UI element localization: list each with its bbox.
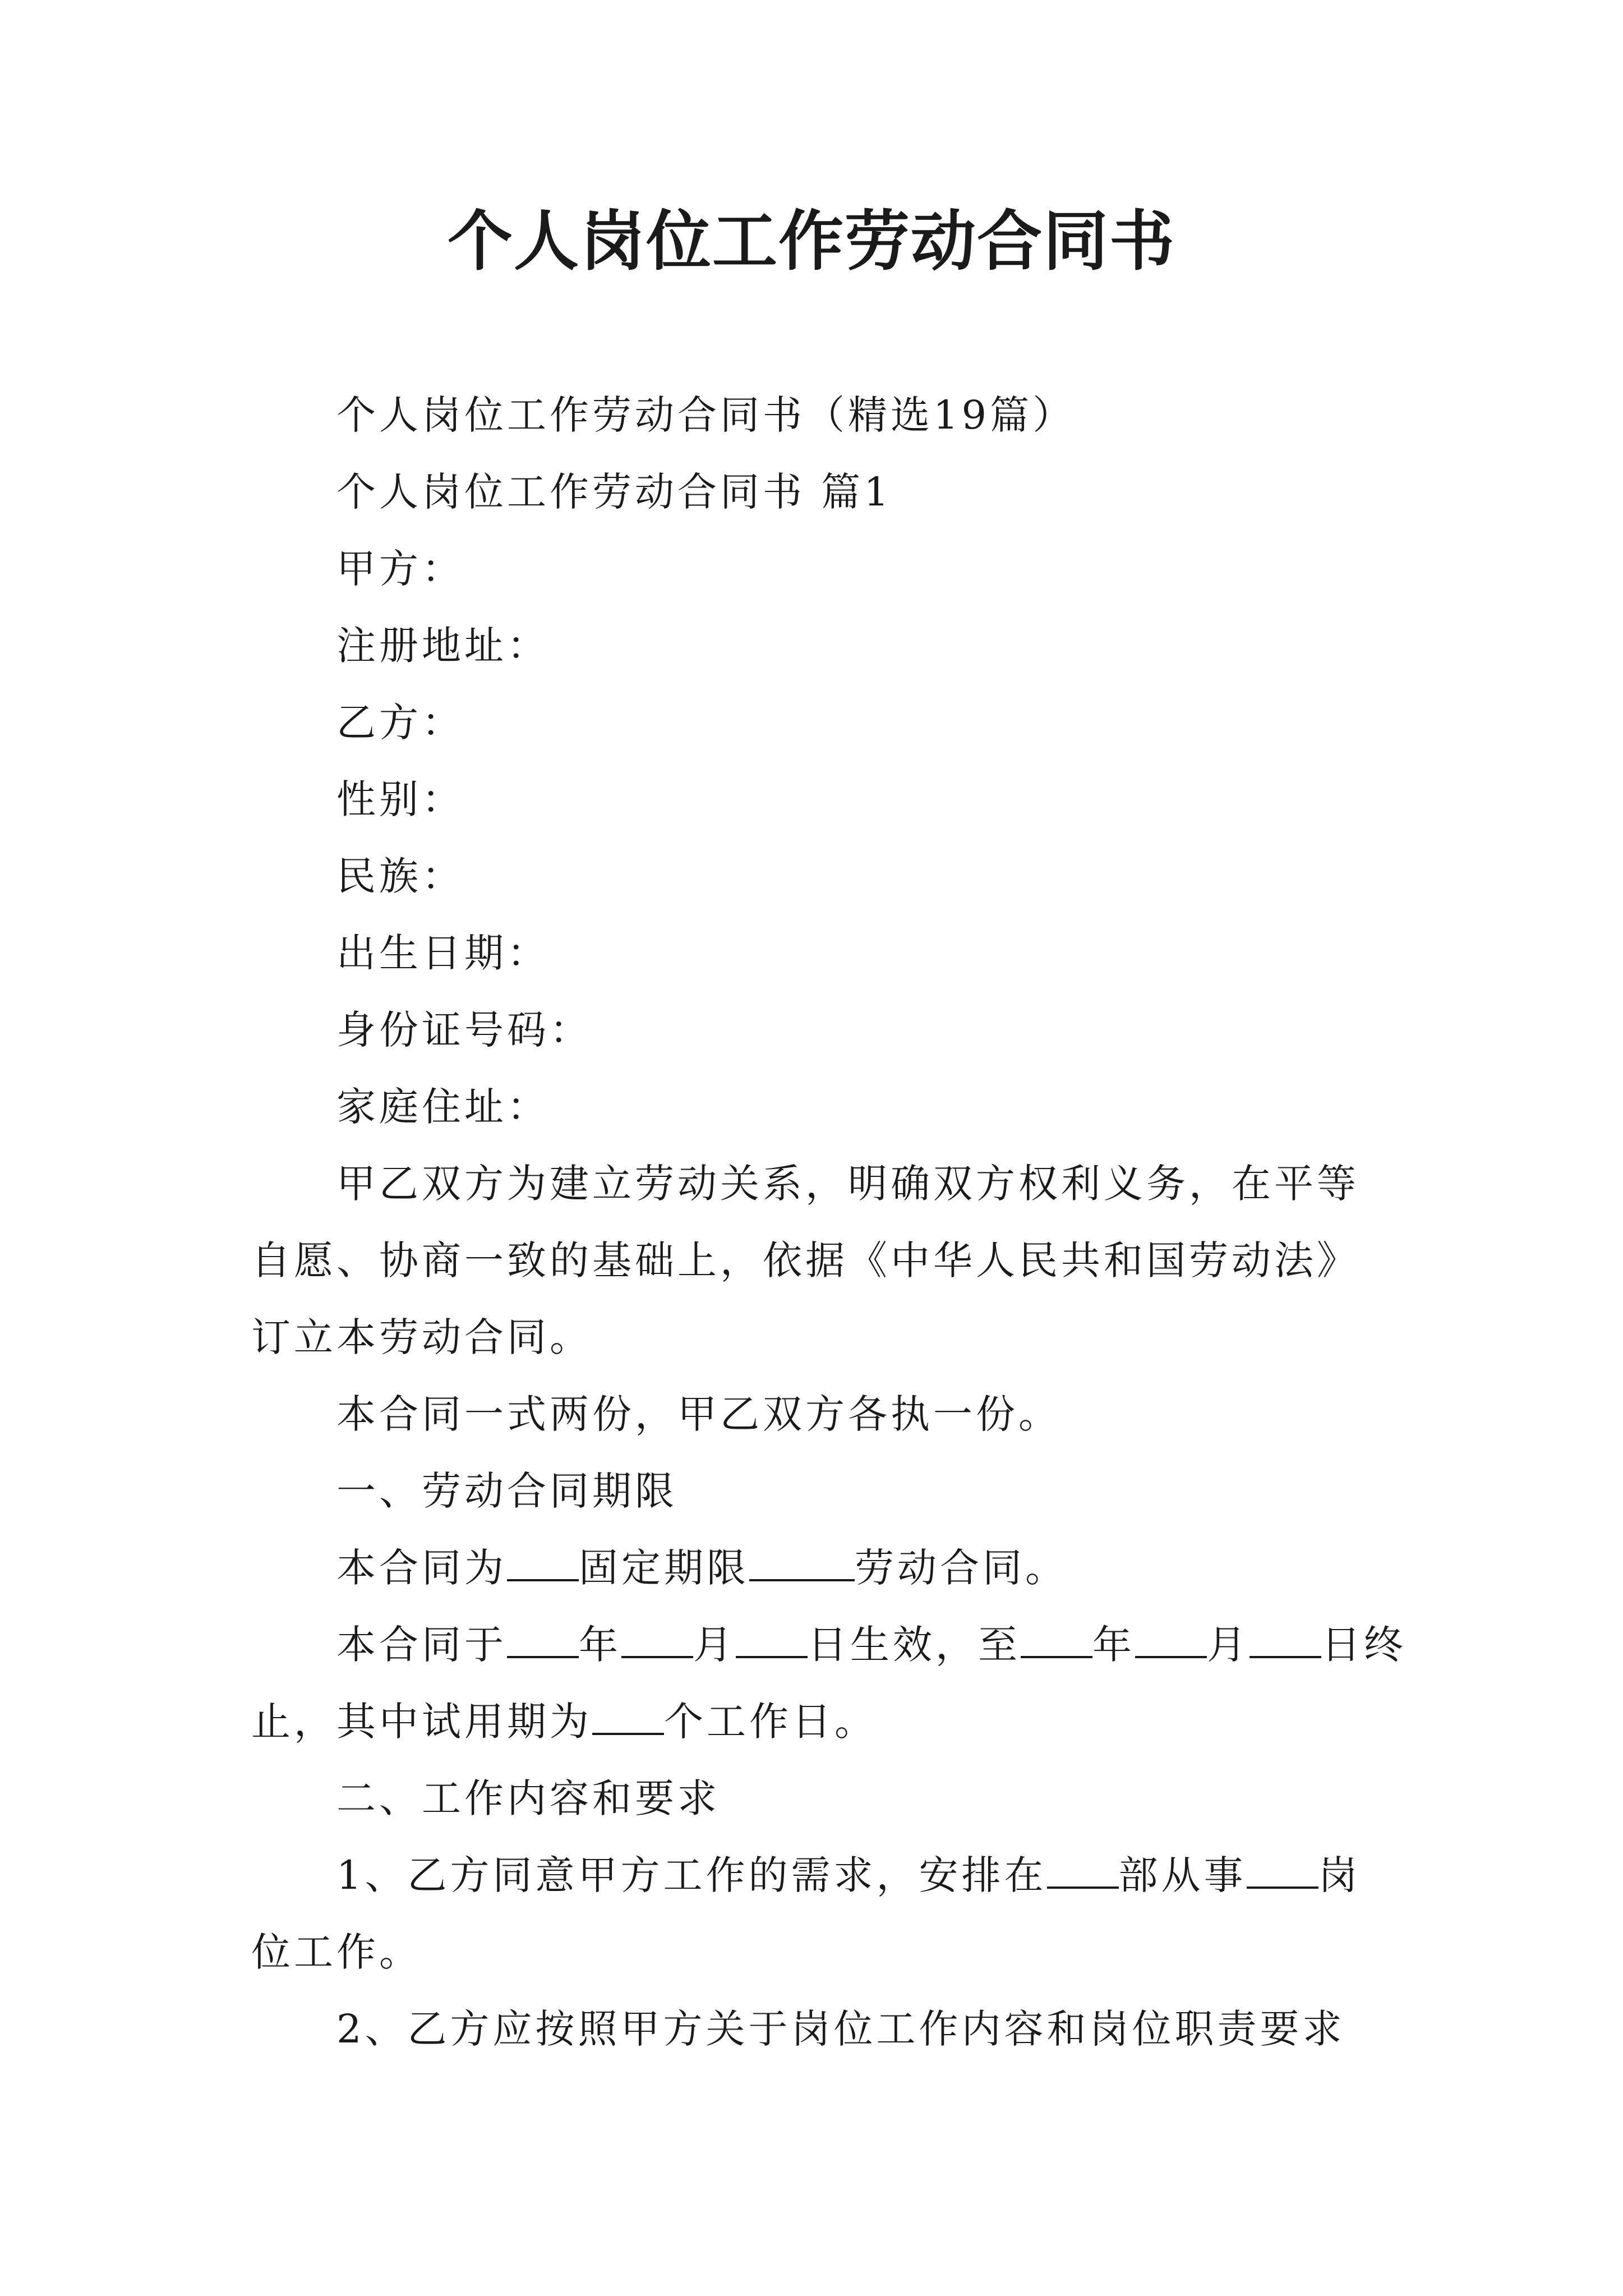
field-registered-address: 注册地址： — [336, 623, 550, 669]
start-month-label: 月 — [693, 1622, 736, 1668]
item1-prefix: 1、乙方同意甲方工作的需求，安排在 — [336, 1852, 1047, 1898]
clause-2-item-2: 2、乙方应按照甲方关于岗位工作内容和岗位职责要求 — [336, 2006, 1345, 2052]
clause-1-heading: 一、劳动合同期限 — [336, 1468, 677, 1514]
field-party-b: 乙方： — [336, 700, 464, 746]
end-month-blank — [1135, 1622, 1207, 1658]
document-body — [251, 377, 1407, 2068]
clause-2-item-1-cont: 位工作。 — [251, 1929, 422, 1975]
start-year-label: 年 — [579, 1622, 621, 1668]
probation-prefix: 止，其中试用期为 — [251, 1699, 592, 1745]
term-prefix: 本合同为 — [336, 1545, 507, 1591]
probation-blank — [592, 1699, 664, 1735]
field-ethnicity: 民族： — [336, 853, 464, 899]
clause-2-heading: 二、工作内容和要求 — [336, 1775, 720, 1821]
term-blank-2 — [749, 1545, 855, 1581]
start-year-blank — [507, 1622, 579, 1658]
end-year-blank — [1021, 1622, 1092, 1658]
field-gender: 性别： — [336, 776, 464, 822]
term-blank-1 — [507, 1545, 579, 1581]
intro-paragraph: 甲乙双方为建立劳动关系，明确双方权利义务，在平等自愿、协商一致的基础上，依据《中华人民共和国劳动法》订立本劳动合同。 — [251, 1161, 1359, 1360]
end-day-blank — [1249, 1622, 1321, 1658]
term-suffix: 劳动合同。 — [855, 1545, 1068, 1591]
contract-term-line — [251, 1530, 1390, 1607]
end-month-label: 月 — [1207, 1622, 1249, 1668]
document-title: 个人岗位工作劳动合同书 — [448, 203, 1175, 279]
end-day-label: 日终 — [1321, 1622, 1407, 1668]
section-heading: 个人岗位工作劳动合同书 篇1 — [336, 469, 892, 515]
field-birth-date: 出生日期： — [336, 930, 550, 976]
item1-mid: 部从事 — [1118, 1852, 1247, 1898]
item1-suffix: 岗 — [1318, 1852, 1361, 1898]
position-blank — [1247, 1853, 1318, 1889]
probation-line — [251, 1683, 1390, 1760]
term-type: 固定期限 — [579, 1545, 749, 1591]
effective-date-line — [251, 1607, 1407, 1683]
effective-prefix: 本合同于 — [336, 1622, 507, 1668]
effective-day-label: 日生效，至 — [808, 1622, 1021, 1668]
field-id-number: 身份证号码： — [336, 1007, 592, 1053]
document-subtitle: 个人岗位工作劳动合同书（精选19篇） — [336, 392, 1076, 438]
end-year-label: 年 — [1092, 1622, 1135, 1668]
copies-paragraph: 本合同一式两份，甲乙双方各执一份。 — [336, 1391, 1061, 1437]
department-blank — [1047, 1853, 1119, 1889]
field-party-a: 甲方： — [336, 546, 464, 592]
start-month-blank — [621, 1622, 693, 1658]
probation-suffix: 个工作日。 — [664, 1699, 877, 1745]
start-day-blank — [736, 1622, 808, 1658]
clause-2-item-1 — [251, 1837, 1390, 1914]
field-home-address: 家庭住址： — [336, 1084, 550, 1130]
